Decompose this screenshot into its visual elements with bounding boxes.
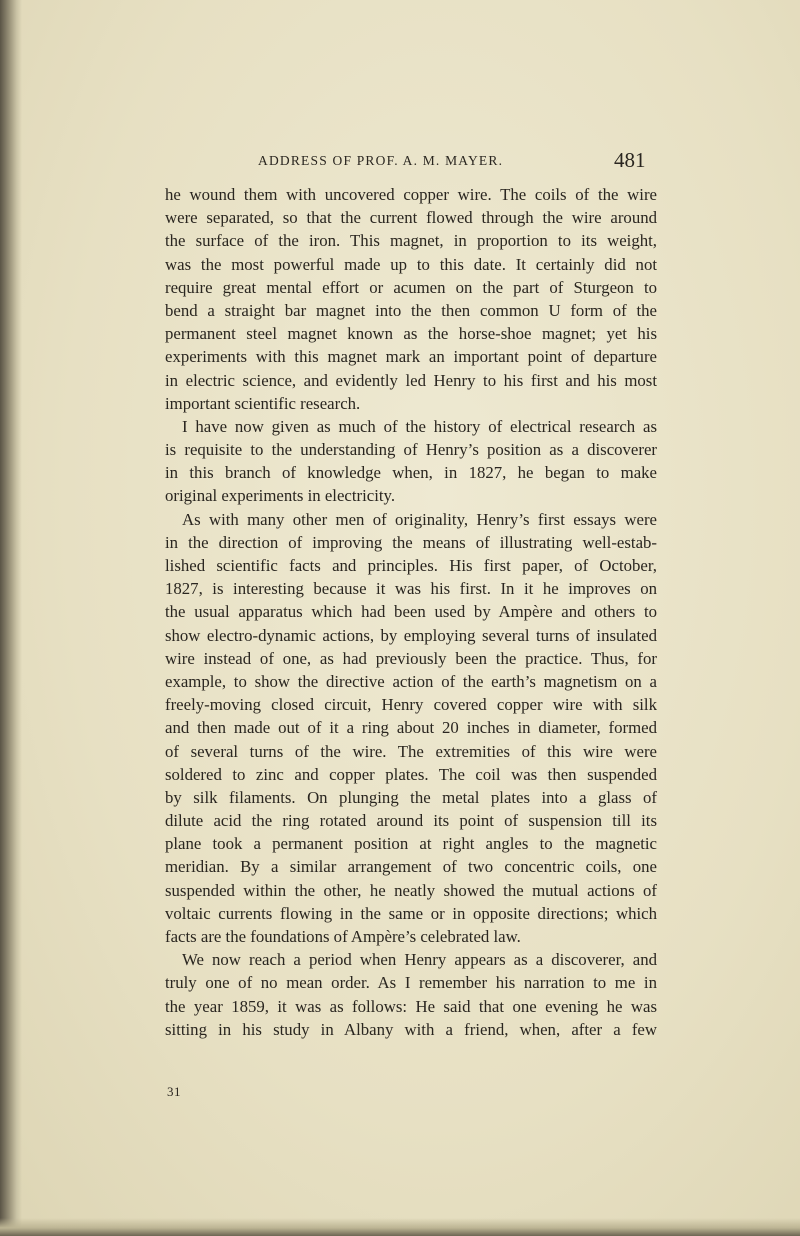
text-line: lished scientific facts and principles. His first paper, of October,	[165, 556, 657, 575]
text-line: voltaic currents flowing in the same or in opposite directions; which	[165, 903, 657, 923]
book-binding-edge	[0, 0, 22, 1236]
text-line: We now reach a period when Henry appears as a discoverer, and	[182, 950, 657, 970]
text-line: soldered to zinc and copper plates. The coil was then suspended	[165, 764, 657, 784]
text-line: show electro-dynamic actions, by employing several turns of insulated	[165, 625, 657, 645]
text-line: in electric science, and evidently led Henry to his first and his most	[165, 370, 657, 390]
text-line: dilute acid the ring rotated around its point of suspension till its	[165, 811, 657, 831]
text-line: original experiments in electricity.	[165, 486, 396, 506]
body-text	[165, 183, 657, 1041]
printer-signature-mark: 31	[167, 1084, 181, 1099]
text-line: freely-moving closed circuit, Henry covered copper wire with silk	[165, 695, 657, 715]
text-line: wire instead of one, as had previously been the practice. Thus, for	[165, 648, 657, 668]
text-line: the year 1859, it was as follows: He said that one evening he was	[165, 996, 657, 1016]
text-line: of several turns of the wire. The extremities of this wire were	[165, 741, 657, 761]
text-line: facts are the foundations of Ampère’s celebrated law.	[165, 927, 521, 946]
text-line: is requisite to the understanding of Henry’s position as a discoverer	[165, 440, 657, 460]
running-head: ADDRESS OF PROF. A. M. MAYER.	[258, 153, 504, 168]
text-line: experiments with this magnet mark an important point of departure	[165, 347, 657, 367]
text-line: meridian. By a similar arrangement of two concentric coils, one	[165, 857, 657, 877]
text-line: 1827, is interesting because it was his first. In it he improves on	[165, 579, 657, 599]
text-line: plane took a permanent position at right angles to the magnetic	[165, 834, 657, 854]
text-line: example, to show the directive action of the earth’s magnetism on a	[165, 671, 657, 691]
page-header	[258, 148, 658, 175]
text-line: important scientific research.	[165, 393, 361, 413]
text-line: the usual apparatus which had been used by Ampère and others to	[165, 602, 657, 622]
page-bottom-edge	[0, 1218, 800, 1236]
text-line: in this branch of knowledge when, in 1827, he began to make	[165, 463, 657, 483]
text-line: was the most powerful made up to this date. It certainly did not	[165, 254, 657, 274]
text-line: bend a straight bar magnet into the then common U form of the	[165, 300, 657, 320]
text-line: the surface of the iron. This magnet, in proportion to its weight,	[165, 231, 657, 251]
text-line: and then made out of it a ring about 20 inches in diameter, formed	[165, 718, 657, 738]
text-line: by silk filaments. On plunging the metal plates into a glass of	[165, 787, 657, 807]
text-line: he wound them with uncovered copper wire. The coils of the wire	[165, 185, 657, 204]
text-line: I have now given as much of the history of electrical research as	[182, 416, 657, 436]
text-line: suspended within the other, he neatly showed the mutual actions of	[165, 880, 657, 900]
text-line: As with many other men of originality, Henry’s first essays were	[182, 509, 657, 529]
text-line: require great mental effort or acumen on the part of Sturgeon to	[165, 277, 657, 297]
text-line: truly one of no mean order. As I remember his narration to me in	[165, 973, 657, 993]
text-line: sitting in his study in Albany with a friend, when, after a few	[165, 1019, 657, 1039]
text-line: permanent steel magnet known as the horse-shoe magnet; yet his	[165, 324, 657, 344]
page-number: 481	[614, 148, 646, 172]
text-line: in the direction of improving the means of illustrating well-estab-	[165, 532, 657, 552]
text-line: were separated, so that the current flowed through the wire around	[165, 208, 657, 228]
